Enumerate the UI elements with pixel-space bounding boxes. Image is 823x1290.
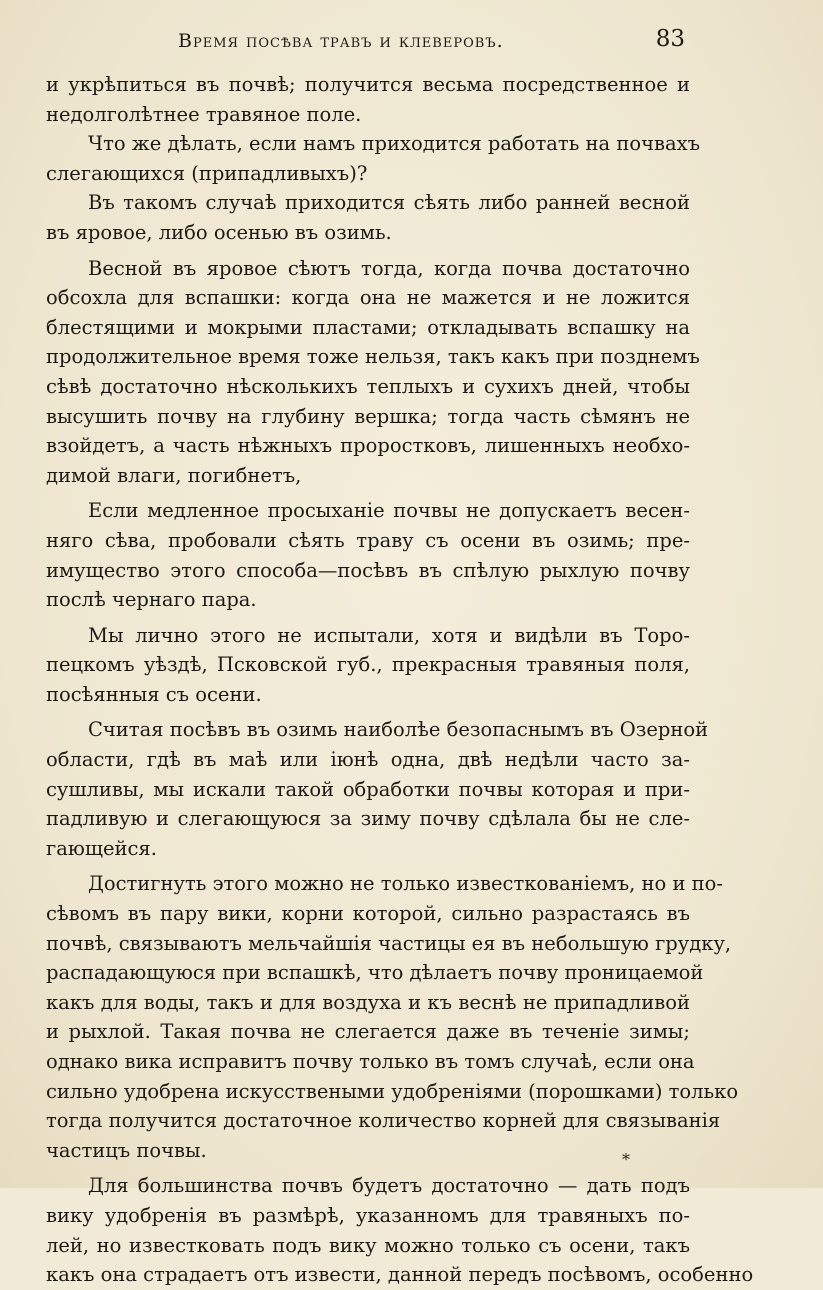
text-line: и укрѣпиться въ почвѣ; получится весьма посредственное и	[46, 73, 690, 96]
text-line: пецкомъ уѣздѣ, Псковской губ., прекрасныя травяныя поля,	[46, 653, 690, 677]
text-line: блестящими и мокрыми пластами; откладывать вспашку на	[46, 315, 690, 339]
text-line: продолжительное время тоже нельзя, такъ какъ при позднемъ	[46, 345, 700, 369]
paragraph	[46, 715, 709, 863]
text-line: сѣвѣ достаточно нѣсколькихъ теплыхъ и сухихъ дней, чтобы	[46, 374, 690, 398]
page-number: 83	[655, 26, 685, 52]
text-line: лей, но известковать подъ вику можно только съ осени, такъ	[46, 1233, 690, 1257]
text-line: въ яровое, либо осенью въ озимь.	[46, 220, 392, 244]
text-line: Въ такомъ случаѣ приходится сѣять либо ранней весной	[88, 191, 690, 215]
paragraph	[46, 70, 690, 129]
text-line: Что же дѣлать, если намъ приходится работать на почвахъ	[88, 132, 700, 156]
paragraph	[46, 1171, 754, 1289]
text-line: Для большинства почвъ будетъ достаточно — дать подъ	[88, 1174, 690, 1198]
text-line: гающейся.	[46, 836, 157, 860]
text-line: Считая посѣвъ въ озимь наиболѣе безопаснымъ въ Озерной	[88, 718, 709, 742]
text-line: падливую и слегающуюся за зиму почву сдѣлала бы не сле-	[46, 807, 690, 831]
paragraph	[46, 188, 690, 247]
paragraph	[46, 869, 739, 1165]
text-line: недолголѣтнее травяное поле.	[46, 102, 362, 126]
text-line: няго сѣва, пробовали сѣять траву съ осени въ озимь; пре-	[46, 528, 690, 552]
footer-mark: *	[622, 1150, 630, 1169]
text-line: сушливы, мы искали такой обработки почвы которая и при-	[46, 777, 690, 801]
text-line: обсохла для вспашки: когда она не мажется и не ложится	[46, 286, 690, 310]
text-line: тогда получится достаточное количество корней для связыванія	[46, 1109, 721, 1133]
text-line: послѣ чернаго пара.	[46, 588, 257, 612]
paragraph	[46, 129, 700, 188]
text-line: Если медленное просыханіе почвы не допускаетъ весен-	[88, 499, 690, 523]
text-line: распадающуюся при вспашкѣ, что дѣлаетъ почву проницаемой	[46, 961, 704, 985]
text-line: вику удобренія въ размѣрѣ, указанномъ для травяныхъ по-	[46, 1203, 690, 1227]
paragraph	[46, 621, 690, 710]
text-line: частицъ почвы.	[46, 1138, 207, 1162]
text-line: сѣвомъ въ пару вики, корни которой, сильно разрастаясь въ	[46, 902, 690, 926]
text-line: взойдетъ, а часть нѣжныхъ проростковъ, лишенныхъ необхо-	[46, 434, 690, 458]
text-line: посѣянныя съ осени.	[46, 682, 262, 706]
page-body	[46, 70, 754, 1290]
text-line: слегающихся (припадливыхъ)?	[46, 161, 368, 185]
paragraph	[46, 496, 690, 614]
running-title: Время посѣва травъ и клеверовъ.	[178, 30, 504, 52]
text-line: области, гдѣ въ маѣ или іюнѣ одна, двѣ недѣли часто за-	[46, 748, 690, 772]
text-line: однако вика исправитъ почву только въ томъ случаѣ, если она	[46, 1050, 695, 1073]
page-header	[48, 26, 691, 60]
text-line: имущество этого способа—посѣвъ въ спѣлую рыхлую почву	[46, 558, 690, 582]
text-line: сильно удобрена искусствеными удобреніями (порошками) только	[46, 1079, 739, 1103]
text-line: какъ для воды, такъ и для воздуха и къ веснѣ не припадливой	[46, 990, 690, 1014]
text-line: почвѣ, связываютъ мельчайшія частицы ея въ небольшую грудку,	[46, 931, 732, 955]
text-line: Достигнуть этого можно не только известкованіемъ, но и по-	[88, 872, 723, 896]
text-line: какъ она страдаетъ отъ извести, данной передъ посѣвомъ, особенно	[46, 1263, 754, 1287]
paragraph	[46, 254, 700, 491]
text-line: высушить почву на глубину вершка; тогда часть сѣмянъ не	[46, 404, 690, 428]
text-line: димой влаги, погибнетъ,	[46, 463, 302, 487]
text-line: и рыхлой. Такая почва не слегается даже въ теченіе зимы;	[46, 1020, 690, 1044]
text-line: Мы лично этого не испытали, хотя и видѣли въ Торо-	[88, 623, 690, 647]
text-line: Весной въ яровое сѣютъ тогда, когда почва достаточно	[88, 256, 690, 280]
